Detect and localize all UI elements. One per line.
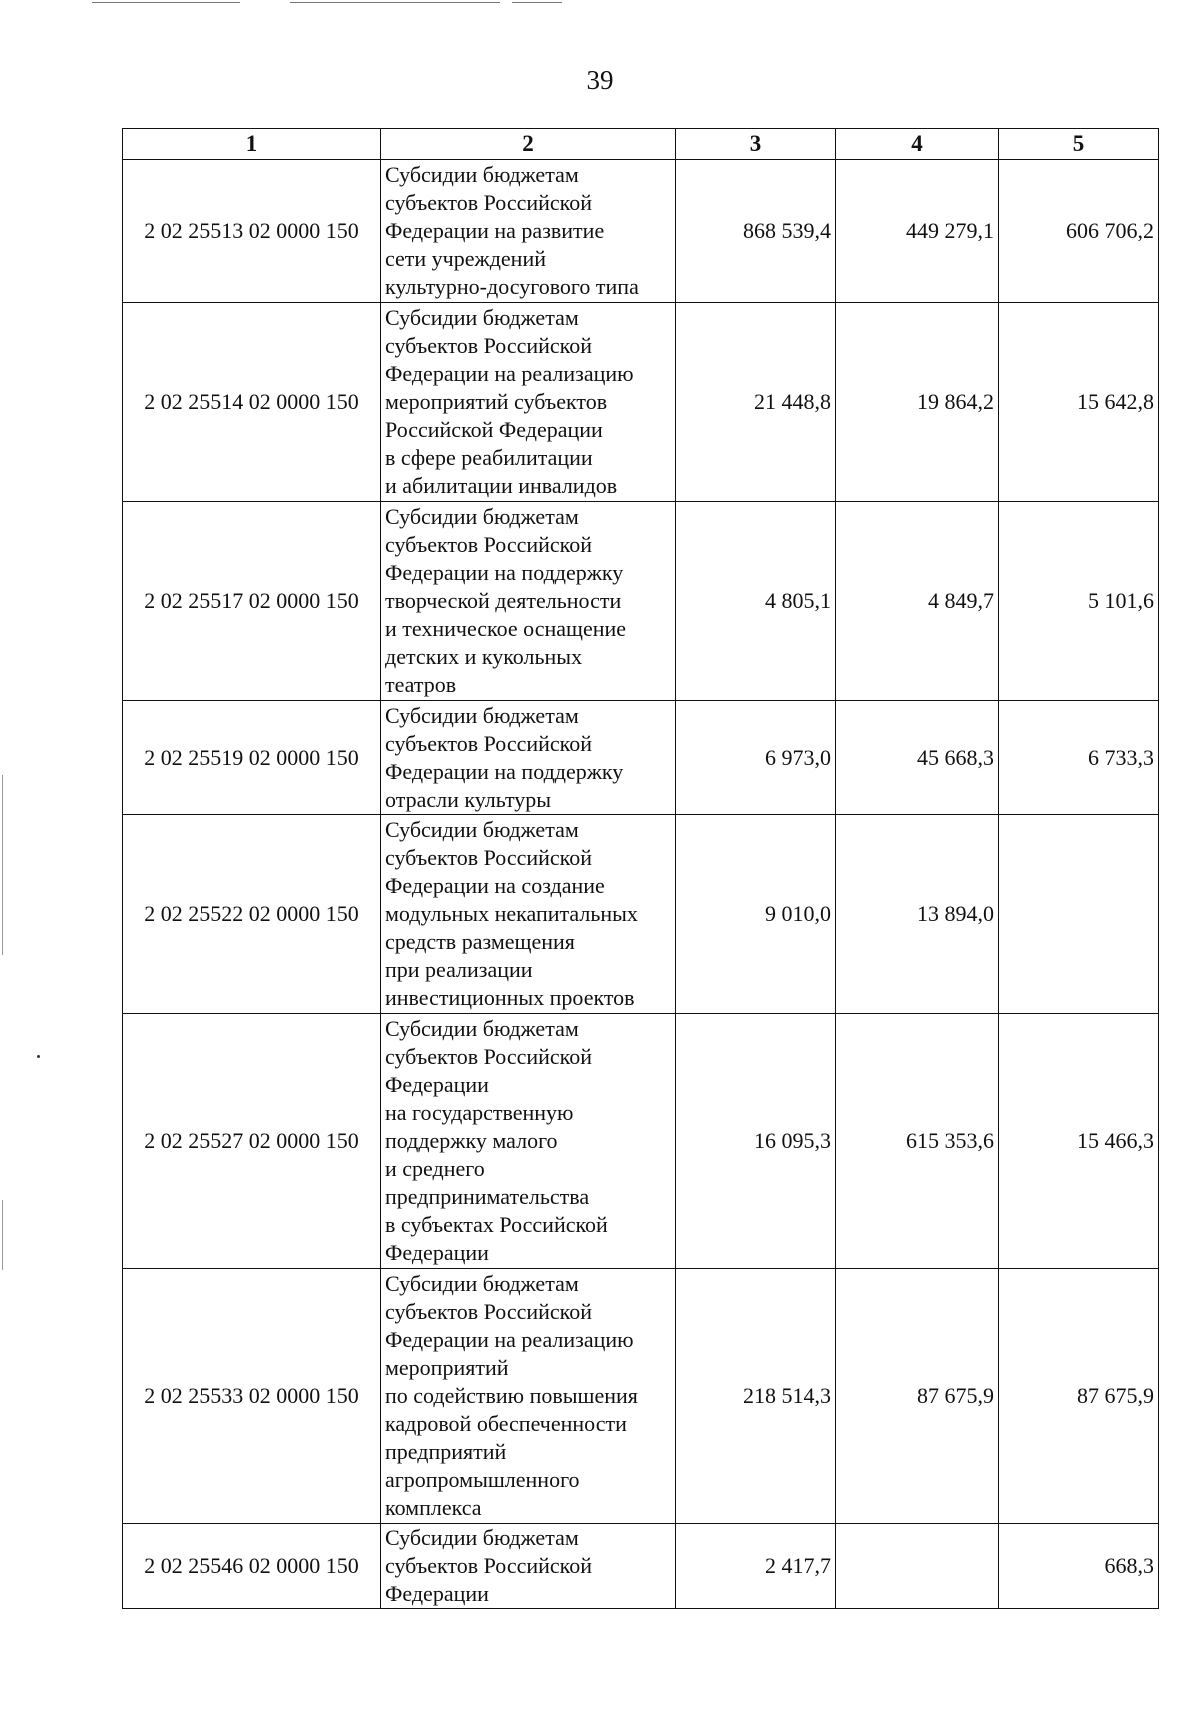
description-line: Федерации на реализацию <box>385 361 634 386</box>
description-line: и техническое оснащение <box>385 616 627 641</box>
description-line: в субъектах Российской <box>385 1212 608 1237</box>
table-row <box>123 160 1159 303</box>
description-line: субъектов Российской <box>385 532 593 557</box>
table-row <box>123 1014 1159 1269</box>
description-cell <box>381 815 676 1014</box>
description-line: субъектов Российской <box>385 1553 593 1578</box>
description-line: поддержку малого <box>385 1128 558 1153</box>
description-line: мероприятий субъектов <box>385 389 608 414</box>
description-line: Федерации на поддержку <box>385 560 624 585</box>
amount-col-5-cell: 15 642,8 <box>999 303 1159 502</box>
budget-code-cell: 2 02 25546 02 0000 150 <box>123 1524 381 1609</box>
description-line: на государственную <box>385 1100 574 1125</box>
description-cell <box>381 160 676 303</box>
description-line: Субсидии бюджетам <box>385 817 579 842</box>
description-line: Субсидии бюджетам <box>385 162 579 187</box>
description-line: субъектов Российской <box>385 1044 593 1069</box>
description-line: и среднего <box>385 1156 485 1181</box>
budget-table <box>122 128 1159 1609</box>
description-cell <box>381 502 676 701</box>
description-line: Федерации на поддержку <box>385 758 624 784</box>
amount-col-5-cell: 606 706,2 <box>999 160 1159 303</box>
amount-col-4-cell <box>836 1524 999 1609</box>
table-row <box>123 815 1159 1014</box>
description-cell <box>381 1269 676 1524</box>
amount-col-3-cell: 868 539,4 <box>676 160 836 303</box>
amount-col-5-cell: 668,3 <box>999 1524 1159 1609</box>
description-line: субъектов Российской <box>385 845 593 870</box>
column-header-2: 2 <box>381 129 676 160</box>
budget-code-cell: 2 02 25514 02 0000 150 <box>123 303 381 502</box>
description-line: Федерации <box>385 1072 489 1097</box>
table-row <box>123 303 1159 502</box>
amount-col-4-cell: 87 675,9 <box>836 1269 999 1524</box>
budget-code-cell: 2 02 25527 02 0000 150 <box>123 1014 381 1269</box>
amount-col-4-cell: 13 894,0 <box>836 815 999 1014</box>
budget-code-cell: 2 02 25519 02 0000 150 <box>123 701 381 815</box>
header-row <box>123 129 1159 160</box>
description-line: мероприятий <box>385 1355 509 1380</box>
amount-col-3-cell: 4 805,1 <box>676 502 836 701</box>
description-cell <box>381 1524 676 1609</box>
margin-mark <box>2 775 3 955</box>
description-line: Субсидии бюджетам <box>385 702 579 728</box>
description-line: детских и кукольных <box>385 644 583 669</box>
description-line: по содействию повышения <box>385 1383 638 1408</box>
description-cell <box>381 701 676 815</box>
description-line: при реализации <box>385 957 533 982</box>
amount-col-3-cell: 2 417,7 <box>676 1524 836 1609</box>
description-line: субъектов Российской <box>385 190 593 215</box>
description-line: сети учреждений <box>385 246 546 271</box>
description-line: Субсидии бюджетам <box>385 1016 579 1041</box>
scan-line <box>512 2 562 3</box>
description-line: Федерации на реализацию <box>385 1327 634 1352</box>
description-line: творческой деятельности <box>385 588 622 613</box>
amount-col-4-cell: 449 279,1 <box>836 160 999 303</box>
amount-col-5-cell: 87 675,9 <box>999 1269 1159 1524</box>
description-cell <box>381 303 676 502</box>
budget-code-cell: 2 02 25517 02 0000 150 <box>123 502 381 701</box>
description-line: Субсидии бюджетам <box>385 504 579 529</box>
amount-col-4-cell: 45 668,3 <box>836 701 999 815</box>
description-line: культурно-досугового типа <box>385 274 639 299</box>
margin-dot <box>37 1055 40 1058</box>
amount-col-4-cell: 615 353,6 <box>836 1014 999 1269</box>
description-line: Субсидии бюджетам <box>385 1525 579 1550</box>
description-line: театров <box>385 672 457 697</box>
scan-line <box>92 2 240 3</box>
description-line: модульных некапитальных <box>385 901 638 926</box>
description-line: Федерации на развитие <box>385 218 605 243</box>
amount-col-5-cell: 5 101,6 <box>999 502 1159 701</box>
amount-col-3-cell: 6 973,0 <box>676 701 836 815</box>
description-line: Российской Федерации <box>385 417 603 442</box>
description-line: субъектов Российской <box>385 730 593 756</box>
description-line: Федерации <box>385 1581 489 1606</box>
column-header-3: 3 <box>676 129 836 160</box>
description-line: комплекса <box>385 1495 482 1520</box>
description-line: и абилитации инвалидов <box>385 473 618 498</box>
amount-col-5-cell: 6 733,3 <box>999 701 1159 815</box>
description-line: Субсидии бюджетам <box>385 305 579 330</box>
table-row <box>123 701 1159 815</box>
description-line: инвестиционных проектов <box>385 985 635 1010</box>
amount-col-4-cell: 4 849,7 <box>836 502 999 701</box>
amount-col-5-cell: 15 466,3 <box>999 1014 1159 1269</box>
budget-code-cell: 2 02 25533 02 0000 150 <box>123 1269 381 1524</box>
budget-code-cell: 2 02 25522 02 0000 150 <box>123 815 381 1014</box>
column-header-1: 1 <box>123 129 381 160</box>
amount-col-5-cell <box>999 815 1159 1014</box>
budget-code-cell: 2 02 25513 02 0000 150 <box>123 160 381 303</box>
amount-col-3-cell: 9 010,0 <box>676 815 836 1014</box>
amount-col-4-cell: 19 864,2 <box>836 303 999 502</box>
column-header-5: 5 <box>999 129 1159 160</box>
description-line: предпринимательства <box>385 1184 590 1209</box>
description-line: субъектов Российской <box>385 1299 593 1324</box>
amount-col-3-cell: 21 448,8 <box>676 303 836 502</box>
column-header-4: 4 <box>836 129 999 160</box>
description-cell <box>381 1014 676 1269</box>
description-line: отрасли культуры <box>385 786 552 812</box>
description-line: Федерации <box>385 1240 489 1265</box>
description-line: предприятий <box>385 1439 507 1464</box>
page-number: 39 <box>586 65 614 95</box>
table-row <box>123 1269 1159 1524</box>
table-row <box>123 1524 1159 1609</box>
description-line: кадровой обеспеченности <box>385 1411 627 1436</box>
margin-mark <box>2 1200 3 1270</box>
description-line: субъектов Российской <box>385 333 593 358</box>
description-line: Федерации на создание <box>385 873 605 898</box>
description-line: средств размещения <box>385 929 575 954</box>
scan-line <box>290 2 500 3</box>
table-row <box>123 502 1159 701</box>
amount-col-3-cell: 16 095,3 <box>676 1014 836 1269</box>
table-body <box>123 160 1159 1609</box>
amount-col-3-cell: 218 514,3 <box>676 1269 836 1524</box>
description-line: Субсидии бюджетам <box>385 1271 579 1296</box>
description-line: агропромышленного <box>385 1467 580 1492</box>
description-line: в сфере реабилитации <box>385 445 593 470</box>
